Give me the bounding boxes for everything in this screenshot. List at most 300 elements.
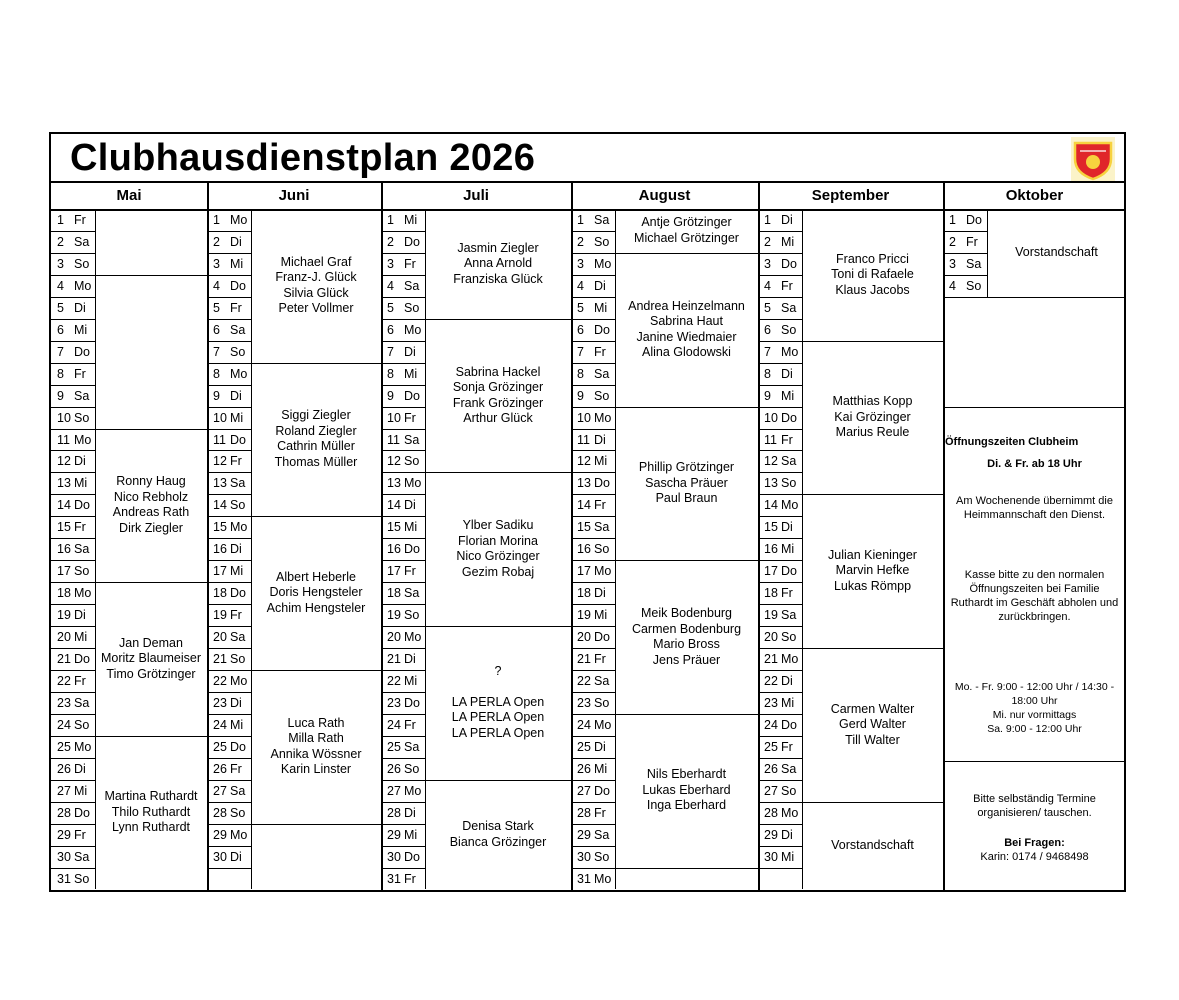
- day-number: 23: [764, 695, 778, 710]
- day-number: 26: [213, 761, 227, 776]
- month-header-september: September: [811, 187, 890, 204]
- duty-name: Carmen Walter: [830, 701, 915, 716]
- day-number: 11: [764, 432, 777, 447]
- weekday: Mi: [230, 717, 244, 732]
- day-cell: [213, 714, 249, 736]
- duty-name: Vorstandschaft: [831, 837, 914, 852]
- day-number: 25: [57, 739, 71, 754]
- weekday: Fr: [781, 432, 793, 447]
- day-cell: [387, 209, 423, 231]
- duty-name: Klaus Jacobs: [835, 282, 910, 297]
- day-number: 11: [387, 432, 400, 447]
- day-number: 5: [577, 300, 584, 315]
- day-number: 14: [764, 498, 778, 513]
- day-cell: [764, 407, 800, 429]
- day-cell: [387, 363, 423, 385]
- weekday: Fr: [74, 366, 86, 381]
- weekday: So: [781, 476, 797, 491]
- day-cell: [764, 209, 800, 231]
- weekday: Fr: [230, 454, 242, 469]
- day-cell: [57, 758, 93, 780]
- day-cell: [387, 692, 423, 714]
- day-number: 1: [949, 213, 956, 227]
- day-number: 20: [57, 630, 71, 645]
- duty-block: [425, 472, 571, 626]
- month-header-mai: Mai: [116, 187, 142, 204]
- day-number: 20: [213, 630, 227, 645]
- day-number: 25: [387, 739, 401, 754]
- day-cell: [577, 692, 613, 714]
- weekday: Mo: [404, 630, 422, 645]
- duty-name: Jasmin Ziegler: [457, 240, 539, 255]
- day-number: 9: [764, 388, 771, 403]
- day-cell: [577, 450, 613, 472]
- duty-name: Gerd Walter: [839, 717, 906, 732]
- day-cell: [764, 538, 800, 560]
- day-cell: [387, 736, 423, 758]
- day-number: 13: [57, 476, 71, 491]
- day-number: 18: [213, 586, 227, 601]
- day-number: 11: [213, 432, 226, 447]
- day-number: 18: [57, 586, 71, 601]
- day-number: 27: [577, 783, 591, 798]
- weekday: Mi: [781, 695, 795, 710]
- day-number: 26: [764, 761, 778, 776]
- day-number: 22: [387, 673, 401, 688]
- weekday: So: [781, 630, 797, 645]
- day-number: 17: [577, 564, 591, 579]
- weekday: Mo: [404, 322, 422, 337]
- duty-name: Jens Präuer: [652, 652, 721, 667]
- duty-name: Ronny Haug: [116, 474, 186, 489]
- day-cell: [577, 363, 613, 385]
- day-cell: [949, 209, 985, 231]
- day-cell: [577, 516, 613, 538]
- day-cell: [764, 516, 800, 538]
- day-number: 16: [764, 542, 778, 557]
- day-number: 2: [387, 234, 394, 249]
- day-cell: [387, 604, 423, 626]
- day-cell: [764, 824, 800, 846]
- weekday: Di: [74, 761, 86, 776]
- day-cell: [213, 670, 249, 692]
- day-cell: [213, 275, 249, 297]
- duty-name: Franziska Glück: [453, 271, 543, 286]
- duty-name: Frank Grözinger: [452, 395, 544, 410]
- opening-hours-summary: Di. & Fr. ab 18 Uhr: [987, 458, 1082, 470]
- weekday: Mo: [404, 476, 422, 491]
- duty-block: [987, 209, 1126, 297]
- day-cell: [387, 341, 423, 363]
- opening-title: Öffnungszeiten Clubheim: [945, 436, 1079, 448]
- day-number: 3: [387, 256, 394, 271]
- day-number: 2: [577, 234, 584, 249]
- weekday: Sa: [594, 366, 610, 381]
- day-cell: [577, 560, 613, 582]
- day-cell: [764, 802, 800, 824]
- day-number: 25: [764, 739, 778, 754]
- weekday: Sa: [781, 761, 797, 776]
- weekday: Mi: [594, 454, 608, 469]
- day-cell: [57, 868, 93, 890]
- day-cell: [387, 846, 423, 868]
- day-number: 19: [577, 608, 591, 623]
- day-cell: [764, 780, 800, 802]
- day-cell: [764, 736, 800, 758]
- page-title: Clubhausdienstplan 2026: [70, 137, 536, 179]
- day-number: 3: [764, 256, 771, 271]
- day-cell: [57, 253, 93, 275]
- day-cell: [764, 253, 800, 275]
- day-cell: [764, 297, 800, 319]
- day-number: 11: [57, 432, 70, 447]
- weekday: Do: [781, 410, 797, 425]
- day-number: 9: [57, 388, 64, 403]
- day-number: 28: [764, 805, 778, 820]
- day-number: 19: [213, 608, 227, 623]
- info-line: organisieren/ tauschen.: [977, 807, 1092, 819]
- day-cell: [213, 231, 249, 253]
- day-cell: [387, 516, 423, 538]
- weekday: Do: [594, 476, 610, 491]
- day-cell: [57, 648, 93, 670]
- day-number: 1: [764, 213, 771, 227]
- weekday: Sa: [230, 630, 246, 645]
- weekend-note: [943, 494, 1126, 522]
- weekday: Fr: [404, 564, 416, 579]
- day-number: 12: [213, 454, 227, 469]
- day-number: 1: [387, 213, 394, 227]
- weekday: Fr: [230, 608, 242, 623]
- weekday: Fr: [404, 871, 416, 886]
- day-number: 10: [764, 410, 778, 425]
- day-cell: [577, 319, 613, 341]
- weekday: Di: [781, 366, 793, 381]
- day-cell: [57, 341, 93, 363]
- day-cell: [764, 341, 800, 363]
- duty-block: [425, 319, 571, 473]
- day-number: 27: [57, 783, 71, 798]
- day-number: 15: [764, 520, 778, 535]
- weekday: Di: [230, 695, 242, 710]
- weekday: Mo: [74, 586, 92, 601]
- weekday: Sa: [404, 432, 420, 447]
- duty-block: [95, 275, 207, 429]
- day-number: 6: [764, 322, 771, 337]
- weekday: So: [404, 761, 420, 776]
- weekday: Sa: [404, 739, 420, 754]
- day-number: 20: [387, 630, 401, 645]
- day-cell: [57, 275, 93, 297]
- day-number: 17: [213, 564, 227, 579]
- day-number: 6: [387, 322, 394, 337]
- day-cell: [577, 802, 613, 824]
- day-number: 30: [213, 849, 227, 864]
- weekday: So: [594, 542, 610, 557]
- day-number: 17: [764, 564, 778, 579]
- weekday: Di: [594, 278, 606, 293]
- weekday: So: [74, 256, 90, 271]
- day-cell: [387, 626, 423, 648]
- info-line: Bitte selbständig Termine: [973, 793, 1096, 805]
- day-number: 2: [57, 234, 64, 249]
- weekday: Do: [230, 432, 246, 447]
- weekday: Fr: [230, 300, 242, 315]
- contact-label: Bei Fragen:: [1004, 837, 1065, 849]
- day-number: 19: [57, 608, 71, 623]
- day-cell: [213, 516, 249, 538]
- day-cell: [57, 407, 93, 429]
- day-cell: [213, 450, 249, 472]
- day-number: 4: [213, 278, 220, 293]
- day-cell: [213, 846, 249, 868]
- day-number: 19: [387, 608, 401, 623]
- weekday: Mo: [594, 256, 612, 271]
- day-number: 4: [387, 278, 394, 293]
- weekday: Di: [781, 673, 793, 688]
- day-number: 29: [577, 827, 591, 842]
- day-number: 7: [764, 344, 771, 359]
- month-divider: [943, 181, 945, 892]
- day-number: 2: [949, 234, 956, 249]
- duty-name: Lukas Römpp: [833, 578, 912, 593]
- duty-name: Franco Pricci: [836, 251, 909, 266]
- weekday: Mo: [230, 673, 248, 688]
- day-number: 12: [387, 454, 401, 469]
- duty-name: Franz-J. Glück: [275, 270, 357, 285]
- duty-name: Marvin Hefke: [835, 563, 910, 578]
- duty-block: [615, 253, 758, 407]
- duty-block: [615, 560, 758, 714]
- day-cell: [577, 297, 613, 319]
- day-cell: [387, 670, 423, 692]
- day-number: 25: [213, 739, 227, 754]
- weekday: Di: [404, 344, 416, 359]
- duty-name: Kai Grözinger: [834, 409, 911, 424]
- weekday: Do: [404, 234, 420, 249]
- day-cell: [577, 604, 613, 626]
- day-number: 30: [57, 849, 71, 864]
- day-number: 12: [577, 454, 591, 469]
- weekday: Do: [74, 805, 90, 820]
- duty-name: Timo Grötzinger: [106, 666, 196, 681]
- day-number: 24: [387, 717, 401, 732]
- day-cell: [57, 692, 93, 714]
- day-cell: [577, 538, 613, 560]
- weekday: Fr: [404, 256, 416, 271]
- duty-block: [802, 648, 943, 802]
- duty-name: Toni di Rafaele: [831, 267, 914, 282]
- weekday: Sa: [74, 234, 90, 249]
- duty-name: Roland Ziegler: [275, 423, 357, 438]
- duty-name: Peter Vollmer: [278, 301, 354, 316]
- weekday: So: [594, 695, 610, 710]
- weekday: Sa: [781, 608, 797, 623]
- weekday: Mi: [404, 213, 418, 227]
- day-cell: [764, 648, 800, 670]
- weekday: So: [781, 322, 797, 337]
- weekday: Di: [74, 454, 86, 469]
- day-number: 30: [764, 849, 778, 864]
- business-hours: [943, 680, 1126, 736]
- day-number: 5: [213, 300, 220, 315]
- weekday: Di: [404, 652, 416, 666]
- weekday: Do: [74, 498, 90, 513]
- weekday: Di: [404, 805, 416, 820]
- day-cell: [213, 494, 249, 516]
- day-number: 22: [764, 673, 778, 688]
- duty-name: Denisa Stark: [462, 819, 534, 834]
- weekday: Mi: [404, 520, 418, 535]
- day-cell: [577, 868, 613, 890]
- day-number: 12: [57, 454, 71, 469]
- weekday: Mo: [230, 520, 248, 535]
- day-number: 5: [387, 300, 394, 315]
- day-cell: [949, 275, 985, 297]
- day-cell: [213, 780, 249, 802]
- day-number: 3: [949, 256, 956, 271]
- duty-block: [95, 736, 207, 890]
- duty-block: [802, 802, 943, 890]
- weekday: Sa: [404, 278, 420, 293]
- duty-name: Nils Eberhardt: [646, 767, 727, 782]
- duty-name: LA PERLA Open: [451, 710, 545, 725]
- duty-name: Annika Wössner: [270, 746, 362, 761]
- day-cell: [57, 209, 93, 231]
- day-number: 23: [57, 695, 71, 710]
- weekday: Mi: [230, 256, 244, 271]
- day-number: 20: [764, 630, 778, 645]
- day-cell: [57, 429, 93, 451]
- duty-name: Luca Rath: [287, 715, 345, 730]
- weekday: Mi: [781, 234, 795, 249]
- day-cell: [387, 231, 423, 253]
- month-divider: [758, 181, 760, 892]
- day-cell: [577, 275, 613, 297]
- weekday: Sa: [230, 783, 246, 798]
- day-cell: [387, 560, 423, 582]
- day-cell: [57, 494, 93, 516]
- day-cell: [577, 824, 613, 846]
- day-cell: [57, 670, 93, 692]
- day-cell: [764, 868, 800, 890]
- weekday: So: [404, 300, 420, 315]
- weekday: Fr: [404, 717, 416, 732]
- day-cell: [387, 297, 423, 319]
- day-cell: [764, 846, 800, 868]
- day-cell: [764, 363, 800, 385]
- weekday: Fr: [230, 761, 242, 776]
- day-cell: [577, 253, 613, 275]
- day-number: 10: [213, 410, 227, 425]
- day-cell: [764, 450, 800, 472]
- day-number: 18: [577, 586, 591, 601]
- day-cell: [213, 824, 249, 846]
- duty-block: [615, 714, 758, 868]
- day-number: 16: [387, 542, 401, 557]
- day-cell: [213, 385, 249, 407]
- info-line: Ruthardt im Geschäft abholen und: [950, 597, 1119, 609]
- month-divider: [571, 181, 573, 892]
- weekday: So: [404, 608, 420, 623]
- day-cell: [213, 604, 249, 626]
- day-cell: [213, 472, 249, 494]
- day-number: 3: [57, 256, 64, 271]
- duty-block: [95, 429, 207, 583]
- day-number: 4: [949, 278, 956, 293]
- info-line: zurückbringen.: [998, 611, 1071, 623]
- day-number: 8: [387, 366, 394, 381]
- day-cell: [764, 758, 800, 780]
- day-cell: [764, 714, 800, 736]
- day-cell: [387, 824, 423, 846]
- day-number: 1: [213, 213, 220, 227]
- weekday: Mi: [594, 608, 608, 623]
- weekday: Di: [781, 213, 793, 227]
- duty-name: Karin Linster: [280, 762, 352, 777]
- month-divider: [207, 181, 209, 892]
- day-cell: [577, 472, 613, 494]
- weekday: Mo: [781, 498, 799, 513]
- day-cell: [57, 802, 93, 824]
- weekday: So: [966, 278, 982, 293]
- weekday: Di: [781, 520, 793, 535]
- day-number: 22: [213, 673, 227, 688]
- day-cell: [577, 648, 613, 670]
- duty-name: Cathrin Müller: [277, 439, 355, 454]
- weekday: Fr: [781, 278, 793, 293]
- day-number: 10: [577, 410, 591, 425]
- weekday: Do: [594, 630, 610, 645]
- weekday: Di: [74, 300, 86, 315]
- day-number: 28: [213, 805, 227, 820]
- day-number: 26: [57, 761, 71, 776]
- day-cell: [949, 253, 985, 275]
- day-cell: [764, 692, 800, 714]
- duty-name: Sonja Grözinger: [452, 380, 544, 395]
- weekday: Di: [230, 542, 242, 557]
- day-cell: [577, 758, 613, 780]
- day-number: 4: [764, 278, 771, 293]
- day-number: 31: [57, 871, 71, 886]
- day-cell: [57, 780, 93, 802]
- day-number: 21: [387, 652, 401, 666]
- weekday: Di: [230, 234, 242, 249]
- day-number: 21: [577, 652, 591, 666]
- duty-name: Siggi Ziegler: [281, 408, 351, 423]
- weekday: Mo: [594, 410, 612, 425]
- duty-name: Andrea Heinzelmann: [628, 298, 745, 313]
- day-cell: [764, 231, 800, 253]
- duty-block: [615, 209, 758, 253]
- day-number: 25: [577, 739, 591, 754]
- info-line: Mi. nur vormittags: [992, 709, 1077, 721]
- day-number: 16: [213, 542, 227, 557]
- day-cell: [577, 780, 613, 802]
- weekday: Mi: [230, 410, 244, 425]
- day-number: 13: [213, 476, 227, 491]
- weekday: Mi: [594, 761, 608, 776]
- weekday: Sa: [74, 695, 90, 710]
- month-header-juli: Juli: [463, 187, 489, 204]
- weekday: Mi: [74, 476, 88, 491]
- day-cell: [213, 253, 249, 275]
- day-cell: [764, 604, 800, 626]
- day-cell: [577, 231, 613, 253]
- day-cell: [764, 560, 800, 582]
- info-divider: [943, 761, 1126, 762]
- weekday: Mo: [74, 432, 92, 447]
